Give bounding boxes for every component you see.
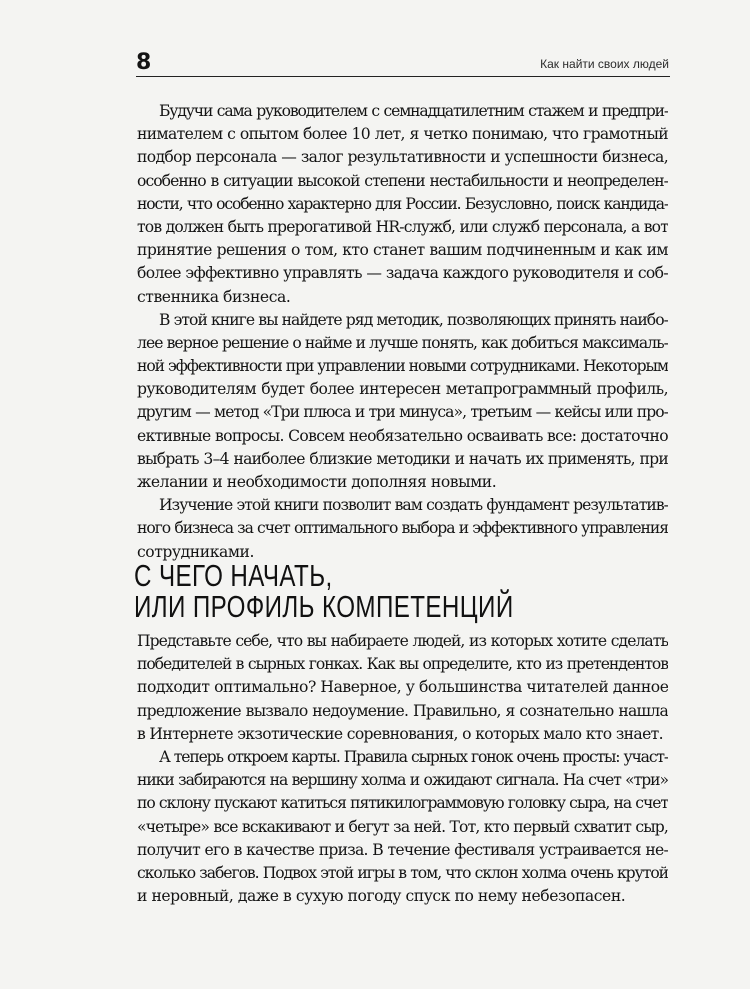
section-p2-line-3: по склону пускают катиться пятикилограммовую головку сыра, на счет <box>137 794 668 813</box>
section-p2-line-4: «четыре» все вскакивают и бегут за ней. Тот, кто первый схватит сыр, <box>137 817 668 836</box>
intro-p1-line-5: ности, что особенно характерно для России. Безусловно, поиск кандида- <box>137 194 668 213</box>
section-p1-line-1: Представьте себе, что вы набираете людей, из которых хотите сделать <box>137 632 668 650</box>
intro-text <box>137 100 668 564</box>
section-p1-line-3: подходит оптимально? Наверное, у большинства читателей данное <box>137 678 668 697</box>
intro-p2-line-5: другим — метод «Три плюса и три минуса», третьим — кейсы или про- <box>137 403 668 422</box>
intro-p3-line-2: ного бизнеса за счет оптимального выбора и эффективного управления <box>137 519 668 538</box>
intro-p2-line-2: лее верное решение о найме и лучше понять, как добиться максималь- <box>137 333 668 352</box>
section-p2-line-5: получит его в качестве приза. В течение фестиваля устраивается не- <box>137 840 668 859</box>
intro-p1-line-4: особенно в ситуации высокой степени нестабильности и неопределен- <box>137 171 668 190</box>
intro-p2-line-3: ной эффективности при управлении новыми сотрудниками. Некоторым <box>137 357 668 376</box>
header-divider <box>136 76 670 77</box>
section-p2-line-6: сколько забегов. Подвох этой игры в том, что склон холма очень крутой <box>137 863 668 882</box>
section-heading <box>134 560 555 622</box>
section-p1-line-5: в Интернете экзотические соревнования, о которых мало кто знает. <box>137 724 663 743</box>
intro-p1-line-1: Будучи сама руководителем с семнадцатилетним стажем и предпри- <box>159 102 668 120</box>
intro-p2-line-7: выбрать 3–4 наиболее близкие методики и начать их применять, при <box>137 449 668 468</box>
intro-p2-line-4: руководителям будет более интересен метапрограммный профиль, <box>137 380 668 399</box>
intro-p3-line-1: Изучение этой книги позволит вам создать фундамент результатив- <box>159 496 668 515</box>
intro-p1-line-2: нимателем с опытом более 10 лет, я четко понимаю, что грамотный <box>137 125 668 144</box>
section-text <box>137 630 668 908</box>
intro-p1-line-8: более эффективно управлять — задача каждого руководителя и соб- <box>137 264 668 283</box>
intro-p1-line-7: принятие решения о том, кто станет вашим подчиненным и как им <box>137 241 668 260</box>
intro-p1-line-9: ственника бизнеса. <box>137 287 291 306</box>
intro-p2-line-1: В этой книге вы найдете ряд методик, позволяющих принять наибо- <box>159 310 668 329</box>
intro-p1-line-3: подбор персонала — залог результативности и успешности бизнеса, <box>137 148 668 167</box>
intro-p2-line-6: ективные вопросы. Совсем необязательно осваивать все: достаточно <box>137 426 668 445</box>
section-heading-line-1: С ЧЕГО НАЧАТЬ, <box>134 558 333 593</box>
intro-p2-line-8: желании и необходимости дополняя новыми. <box>137 473 497 491</box>
section-p1-line-2: победителей в сырных гонках. Как вы определите, кто из претендентов <box>137 655 668 674</box>
intro-p1-line-6: тов должен быть прерогативой HR-служб, или служб персонала, а вот <box>137 217 668 236</box>
section-heading-line-2: ИЛИ ПРОФИЛЬ КОМПЕТЕНЦИЙ <box>134 589 514 624</box>
section-p2-line-7: и неровный, даже в сухую погоду спуск по нему небезопасен. <box>137 887 626 906</box>
section-p1-line-4: предложение вызвало недоумение. Правильно, я сознательно нашла <box>137 701 668 720</box>
section-p2-line-2: ники забираются на вершину холма и ожидают сигнала. На счет «три» <box>137 771 668 790</box>
intro-p3-line-3: сотрудниками. <box>137 542 254 561</box>
section-p2-line-1: А теперь откроем карты. Правила сырных гонок очень просты: участ- <box>159 747 668 766</box>
page-number: 8 <box>136 50 152 75</box>
running-title: Как найти своих людей <box>540 57 669 71</box>
